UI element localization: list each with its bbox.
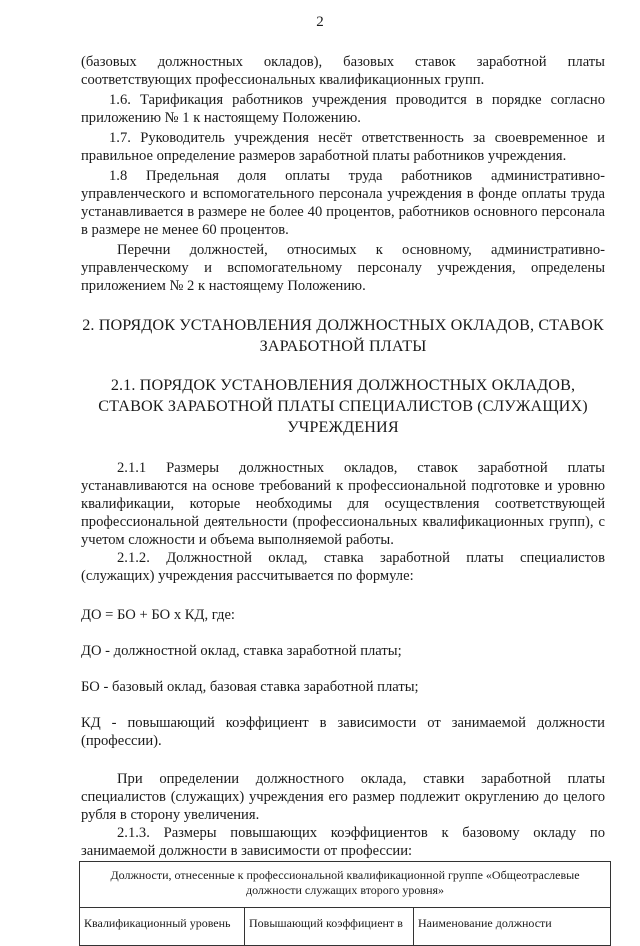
- paragraph-1-8: 1.8 Предельная доля оплаты труда работников административно-управленческого и вспомогательного персонала учреждения в фонде оплаты труда устанавливается в размере не более 40 процентов, работников основного персонала в размере не менее 60 процентов.: [81, 168, 605, 238]
- paragraph-2-1-2: 2.1.2. Должностной оклад, ставка заработной платы специалистов (служащих) учреждения рассчитывается по формуле:: [81, 550, 605, 584]
- column-header-position: Наименование должности: [414, 908, 611, 946]
- column-header-coefficient: Повышающий коэффициент в: [245, 908, 414, 946]
- paragraph-staff-lists: Перечни должностей, относимых к основному, административно-управленческому и вспомогательному персоналу учреждения, определены приложением № 2 к настоящему Положению.: [81, 242, 605, 294]
- paragraph-1-7: 1.7. Руководитель учреждения несёт ответственность за своевременное и правильное определение размеров заработной платы работников учреждения.: [81, 130, 605, 164]
- definition-bo: БО - базовый оклад, базовая ставка заработной платы;: [81, 679, 419, 695]
- paragraph-2-1-1: 2.1.1 Размеры должностных окладов, ставок заработной платы устанавливаются на основе требований к профессиональной подготовке и уровню квалификации, которые необходимы для осуществления соответствующей профессиональной деятельности (профессиональных квалификационных групп), с учетом сложности и объема выполняемой работы.: [81, 460, 605, 548]
- column-header-level: Квалификационный уровень: [80, 908, 245, 946]
- table-title: Должности, отнесенные к профессиональной квалификационной группе «Общеотраслевые должности служащих второго уровня»: [80, 862, 611, 908]
- document-body: [81, 53, 605, 946]
- paragraph-rounding: При определении должностного оклада, ставки заработной платы специалистов (служащих) учреждения его размер подлежит округлению до целого рубля в сторону увеличения.: [81, 771, 605, 823]
- definition-kd: КД - повышающий коэффициент в зависимости от занимаемой должности (профессии).: [81, 715, 605, 749]
- formula: ДО = БО + БО х КД, где:: [81, 607, 235, 623]
- paragraph-1-6: 1.6. Тарификация работников учреждения проводится в порядке согласно приложению № 1 к настоящему Положению.: [81, 92, 605, 126]
- section-2-1-heading: 2.1. ПОРЯДОК УСТАНОВЛЕНИЯ ДОЛЖНОСТНЫХ ОКЛАДОВ, СТАВОК ЗАРАБОТНОЙ ПЛАТЫ СПЕЦИАЛИСТОВ (СЛУЖАЩИХ) УЧРЕЖДЕНИЯ: [98, 376, 588, 436]
- paragraph-2-1-3: 2.1.3. Размеры повышающих коэффициентов к базовому окладу по занимаемой должности в зависимости от профессии:: [81, 825, 605, 859]
- definition-do: ДО - должностной оклад, ставка заработной платы;: [81, 643, 402, 659]
- page-number: 2: [316, 14, 324, 30]
- paragraph-continuation: (базовых должностных окладов), базовых ставок заработной платы соответствующих профессиональных квалификационных групп.: [81, 54, 605, 88]
- section-2-heading: 2. ПОРЯДОК УСТАНОВЛЕНИЯ ДОЛЖНОСТНЫХ ОКЛАДОВ, СТАВОК ЗАРАБОТНОЙ ПЛАТЫ: [82, 316, 604, 355]
- coefficients-table: [79, 861, 611, 946]
